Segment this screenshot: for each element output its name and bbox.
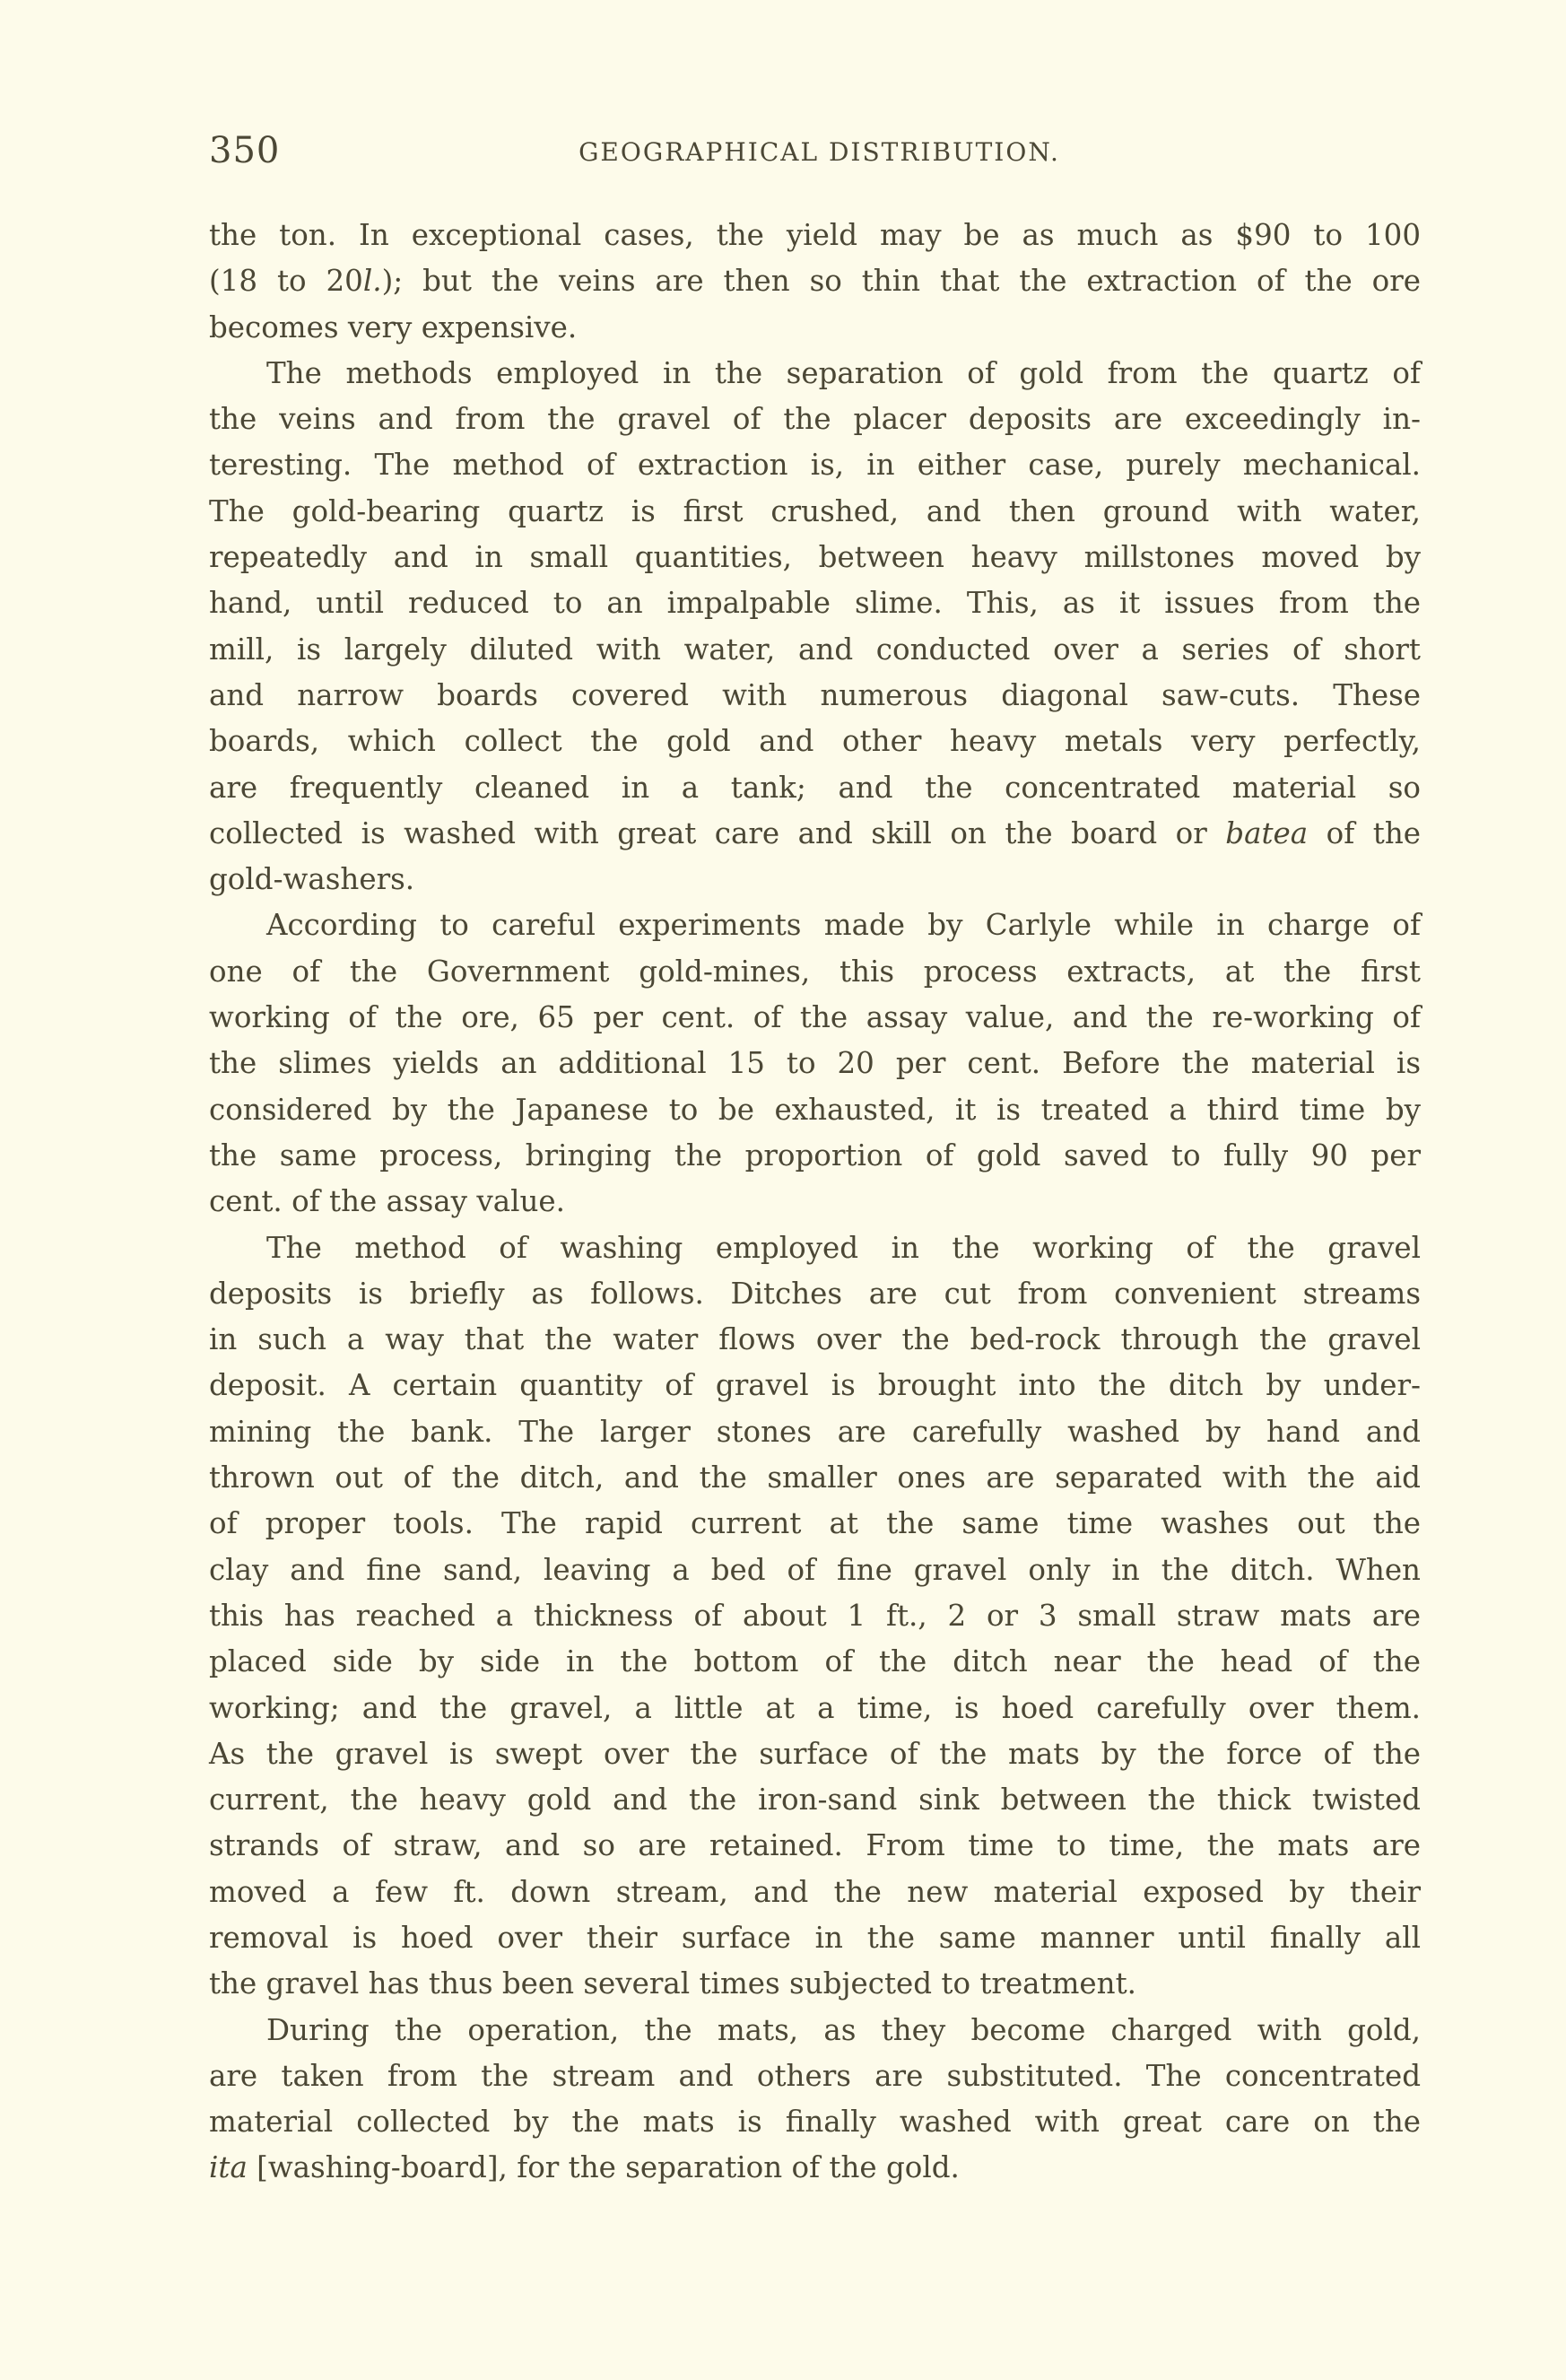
italic-text: ita	[209, 2150, 248, 2185]
text-line	[209, 305, 1421, 351]
text-line	[209, 673, 1421, 719]
text-line	[209, 719, 1421, 764]
text-line	[209, 902, 1421, 948]
text-line	[209, 1225, 1421, 1271]
paragraph	[209, 902, 1421, 1225]
text-segment: strands of straw, and so are retained. From time to time, the mats are	[209, 1828, 1421, 1863]
text-segment: The gold-bearing quartz is first crushed, and then ground with water,	[209, 493, 1421, 528]
text-segment: gold-washers.	[209, 862, 415, 897]
text-segment: and narrow boards covered with numerous diagonal saw-cuts. These	[209, 677, 1421, 712]
text-segment: are frequently cleaned in a tank; and the concentrated material so	[209, 770, 1421, 805]
text-segment: working of the ore, 65 per cent. of the assay value, and the re-working of	[209, 1000, 1421, 1035]
text-segment: deposits is briefly as follows. Ditches are cut from convenient streams	[209, 1276, 1421, 1311]
text-segment: [washing-board], for the separation of the gold.	[247, 2150, 960, 2185]
text-segment: (18 to 20	[209, 264, 363, 299]
text-segment: As the gravel is swept over the surface of the mats by the force of the	[209, 1736, 1421, 1771]
text-line	[209, 1915, 1421, 1961]
text-line	[209, 1639, 1421, 1685]
text-segment: clay and fine sand, leaving a bed of fine gravel only in the ditch. When	[209, 1552, 1421, 1587]
text-line	[209, 1363, 1421, 1408]
italic-text: l.	[362, 264, 382, 299]
text-line	[209, 213, 1421, 258]
text-line	[209, 580, 1421, 626]
text-segment: deposit. A certain quantity of gravel is brought into the ditch by under-	[209, 1368, 1421, 1403]
text-line	[209, 489, 1421, 535]
text-line	[209, 397, 1421, 442]
text-segment: the gravel has thus been several times subjected to treatment.	[209, 1966, 1136, 2001]
text-segment: of the	[1308, 815, 1422, 850]
text-line	[209, 995, 1421, 1041]
text-line	[209, 2099, 1421, 2145]
text-segment: the veins and from the gravel of the placer deposits are exceedingly in-	[209, 402, 1421, 437]
text-segment: the slimes yields an additional 15 to 20 per cent. Before the material is	[209, 1046, 1421, 1081]
text-segment: boards, which collect the gold and other heavy metals very perfectly,	[209, 724, 1421, 759]
text-segment: the same process, bringing the proportion of gold saved to fully 90 per	[209, 1138, 1421, 1173]
text-segment: mining the bank. The larger stones are carefully washed by hand and	[209, 1414, 1421, 1449]
text-segment: hand, until reduced to an impalpable slime. This, as it issues from the	[209, 586, 1421, 621]
page-header	[209, 130, 1421, 175]
text-line	[209, 1271, 1421, 1317]
text-line	[209, 627, 1421, 673]
text-line	[209, 1823, 1421, 1869]
text-line	[209, 351, 1421, 397]
text-line	[209, 1455, 1421, 1501]
text-segment: in such a way that the water flows over the bed-rock through the gravel	[209, 1322, 1421, 1357]
paragraph	[209, 351, 1421, 903]
text-segment: The method of washing employed in the working of the gravel	[266, 1230, 1421, 1265]
running-title: GEOGRAPHICAL DISTRIBUTION.	[579, 137, 1060, 167]
text-segment: ); but the veins are then so thin that the extraction of the ore	[381, 264, 1421, 299]
text-line	[209, 1087, 1421, 1133]
text-segment: During the operation, the mats, as they become charged with gold,	[266, 2012, 1421, 2047]
text-line	[209, 1777, 1421, 1823]
text-segment: current, the heavy gold and the iron-sand sink between the thick twisted	[209, 1783, 1421, 1818]
text-line	[209, 442, 1421, 488]
text-segment: becomes very expensive.	[209, 309, 578, 344]
text-line	[209, 857, 1421, 902]
text-line	[209, 258, 1421, 304]
text-line	[209, 1547, 1421, 1593]
text-segment: of proper tools. The rapid current at the same time washes out the	[209, 1506, 1421, 1541]
text-segment: repeatedly and in small quantities, between heavy millstones moved by	[209, 540, 1421, 575]
text-line	[209, 1179, 1421, 1225]
text-line	[209, 811, 1421, 857]
text-line	[209, 2008, 1421, 2053]
text-line	[209, 1961, 1421, 2007]
text-line	[209, 1501, 1421, 1547]
text-segment: working; and the gravel, a little at a time, is hoed carefully over them.	[209, 1690, 1421, 1725]
italic-text: batea	[1225, 815, 1309, 850]
text-line	[209, 949, 1421, 995]
text-segment: removal is hoed over their surface in the same manner until finally all	[209, 1920, 1421, 1955]
text-line	[209, 1133, 1421, 1179]
text-segment: are taken from the stream and others are substituted. The concentrated	[209, 2058, 1421, 2093]
text-line	[209, 1731, 1421, 1777]
text-segment: the ton. In exceptional cases, the yield may be as much as $90 to 100	[209, 218, 1421, 252]
text-segment: According to careful experiments made by Carlyle while in charge of	[266, 908, 1421, 943]
text-line	[209, 1041, 1421, 1086]
paragraph	[209, 1225, 1421, 2008]
text-line	[209, 1686, 1421, 1731]
text-segment: The methods employed in the separation of gold from the quartz of	[266, 355, 1421, 390]
text-segment: thrown out of the ditch, and the smaller ones are separated with the aid	[209, 1460, 1421, 1495]
text-segment: one of the Government gold-mines, this process extracts, at the first	[209, 954, 1421, 989]
paragraph	[209, 2008, 1421, 2192]
text-segment: teresting. The method of extraction is, in either case, purely mechanical.	[209, 448, 1421, 483]
body-text	[209, 213, 1421, 2192]
text-line	[209, 765, 1421, 811]
text-line	[209, 2145, 1421, 2191]
text-segment: this has reached a thickness of about 1 ft., 2 or 3 small straw mats are	[209, 1598, 1421, 1633]
text-line	[209, 1317, 1421, 1363]
text-segment: material collected by the mats is finally washed with great care on the	[209, 2105, 1421, 2140]
text-line	[209, 1409, 1421, 1455]
paragraph	[209, 213, 1421, 351]
text-line	[209, 535, 1421, 580]
page-number: 350	[209, 130, 281, 171]
text-segment: cent. of the assay value.	[209, 1184, 565, 1219]
text-line	[209, 1870, 1421, 1915]
text-segment: considered by the Japanese to be exhausted, it is treated a third time by	[209, 1092, 1421, 1127]
text-segment: mill, is largely diluted with water, and conducted over a series of short	[209, 632, 1421, 667]
text-segment: placed side by side in the bottom of the ditch near the head of the	[209, 1644, 1421, 1679]
text-line	[209, 1593, 1421, 1639]
text-segment: collected is washed with great care and skill on the board or	[209, 815, 1226, 850]
text-line	[209, 2053, 1421, 2099]
text-segment: moved a few ft. down stream, and the new material exposed by their	[209, 1874, 1421, 1909]
